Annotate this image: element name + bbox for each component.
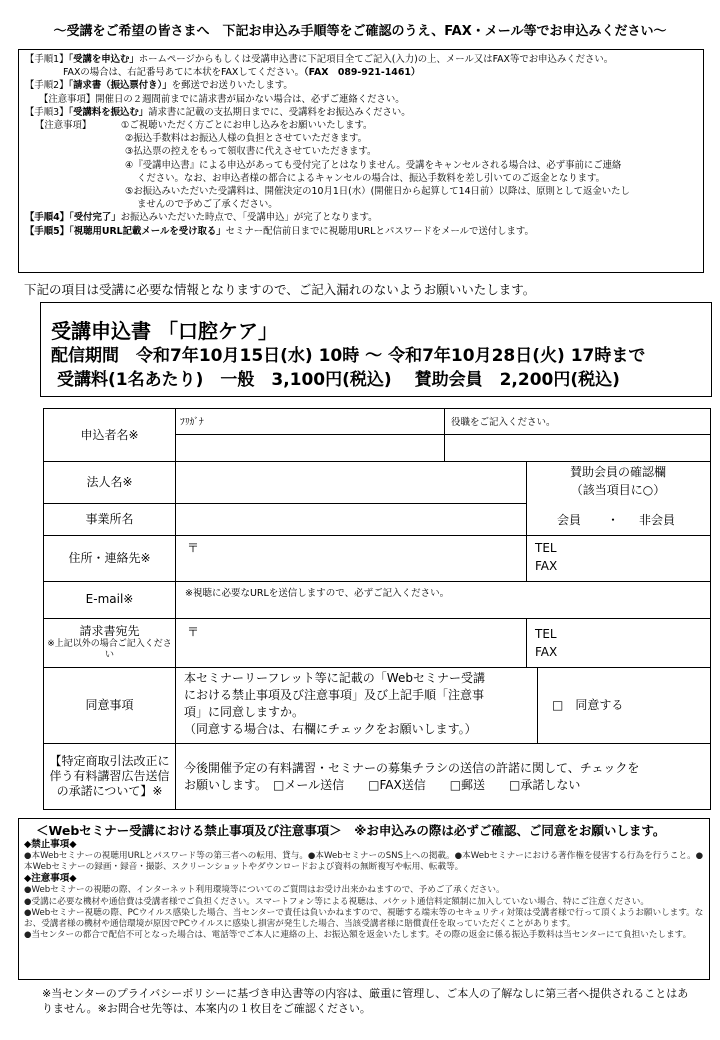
postal-mark: 〒 <box>187 541 200 555</box>
agree-text-2: における禁止事項及び注意事項」及び上記手順「注意事 <box>184 688 485 702</box>
step-3-tag: 【手順3】 <box>25 106 69 118</box>
step-3-note-2: ②振込手数料はお振込人様の負担とさせていただきます。 <box>125 133 368 145</box>
consent-text-1: 今後開催予定の有料講習・セミナーの募集チラシの送信の許諾に関して、チェックを <box>184 761 640 775</box>
step-3-text: 請求書に記載の支払期日までに、受講料をお振込みください。 <box>148 106 411 118</box>
step-1-fax-line <box>25 66 697 79</box>
step-1-tag: 【手順1】 <box>25 54 69 65</box>
agree-label: 同意事項 <box>85 697 134 712</box>
step-3-title: 「受講料を振込む」 <box>68 106 149 118</box>
consent-label-cell <box>44 743 175 809</box>
member-check-heading-2: （該当項目に○） <box>570 483 666 497</box>
invoice-postal-mark: 〒 <box>187 625 200 639</box>
position-field[interactable] <box>445 435 710 460</box>
agree-text-1: 本セミナーリーフレット等に記載の「Webセミナー受講 <box>184 671 485 685</box>
step-3-note-1-text: ①ご視聴いただく方ごとにお申し込みをお願いいたします。 <box>121 120 373 132</box>
nonmember-option[interactable]: 非会員 <box>639 513 676 527</box>
title-box <box>40 302 712 397</box>
step-2-text: を郵送でお送りいたします。 <box>171 80 293 92</box>
member-check-heading-1: 賛助会員の確認欄 <box>569 465 666 479</box>
step-2-title: 「請求書（振込票付き）」 <box>68 80 172 92</box>
delivery-period: 配信期間 令和7年10月15日(水) 10時 ～ 令和7年10月28日(火) 17時まで <box>51 346 646 366</box>
address-field[interactable] <box>204 537 524 579</box>
step-3-note-4a: ④『受講申込書』による申込があっても受付完了とはなりません。受講をキャンセルされる場合は、必ず事前にご連絡 <box>125 159 622 171</box>
corporation-label: 法人名※ <box>86 474 133 489</box>
consent-label-3: の承諾について】※ <box>56 783 163 798</box>
applicant-name-field[interactable] <box>176 435 443 460</box>
invoice-fax-label: FAX <box>535 645 558 659</box>
invoice-address-field[interactable] <box>204 620 524 665</box>
corporation-field[interactable] <box>176 462 525 502</box>
prohibited-heading: ＜Webセミナー受講における禁止事項及び注意事項＞ ※お申込みの際は必ずご確認、ご同意をお願いします。 <box>36 823 666 838</box>
note-2: ●受講に必要な機材や通信費は受講者様でご負担ください。スマートフォン等による視聴は、パケット通信料定額制に加入していない場合、特にご注意ください。 <box>24 896 649 907</box>
page-header: ～受講をご希望の皆さまへ 下記お申込み手順等をご確認のうえ、FAX・メール等でお申込みください～ <box>53 24 667 39</box>
agree-text-3: 項」に同意しますか。 <box>184 705 305 719</box>
step-4-text: お振込みいただいた時点で、「受講申込」が完了となります。 <box>120 212 378 224</box>
invoice-label-cell <box>44 618 175 667</box>
note-4: ●当センターの都合で配信不可となった場合は、電話等でご本人に連絡の上、お振込額を返金いたします。その際の返金に係る振込手数料は当センターにて負担いたします。 <box>24 930 692 941</box>
furigana-label: ﾌﾘｶﾞﾅ <box>180 417 204 428</box>
step-3-note-5a: ⑤お振込みいただいた受講料は、開催決定の10月1日(水）(開催日から起算して14日前）以降は、原則として返金いたし <box>125 186 630 198</box>
member-option[interactable]: 会員 <box>557 513 582 527</box>
consent-options[interactable]: お願いします。 □メール送信 □FAX送信 □郵送 □承諾しない <box>184 778 581 792</box>
applicant-label: 申込者名※ <box>80 427 139 442</box>
step-4-tag: 【手順4】 <box>25 212 70 224</box>
step-5 <box>25 225 697 238</box>
member-separator: ・ <box>607 513 620 527</box>
step-1 <box>25 53 697 66</box>
step-2-note: 【注意事項】開催日の２週間前までに請求書が届かない場合は、必ずご連絡ください。 <box>39 93 405 105</box>
step-5-text: セミナー配信前日までに視聴用URLとパスワードをメールで送付します。 <box>225 225 534 237</box>
prohibited-section-title: ◆禁止事項◆ <box>24 839 77 850</box>
step-4 <box>25 211 697 224</box>
notes-section-title: ◆注意事項◆ <box>24 873 77 885</box>
procedure-box <box>18 49 704 273</box>
application-form <box>43 408 711 810</box>
step-3 <box>25 106 697 119</box>
consent-label-1: 【特定商取引法改正に <box>49 753 170 768</box>
step-1-fax-text: FAXの場合は、右記番号あてに本状をFAXしてください。 <box>63 67 304 79</box>
step-5-title: 「視聴用URL記載メールを受け取る」 <box>69 225 226 237</box>
agree-checkbox[interactable]: □ 同意する <box>552 698 624 712</box>
fee-info: 受講料(1名あたり) 一般 3,100円(税込) 賛助会員 2,200円(税込) <box>57 370 620 390</box>
tel-label: TEL <box>535 541 557 555</box>
form-title: 受講申込書 「口腔ケア」 <box>51 319 278 343</box>
note-3: ●Webセミナー視聴の際、PCウイルス感染した場合、当センターで責任は負いかねますので、視聴する端末等のセキュリティ対策は受講者様で行って頂くようお願いします。なお、受講者様の機材や通信環境が原因でPCウイルスに感染し損害が発生した場合、当該受講者様に賠償責任を取っていただくことがあります。 <box>24 907 704 930</box>
position-note: 役職をご記入ください。 <box>451 417 556 428</box>
address-label: 住所・連絡先※ <box>68 550 151 565</box>
email-note: ※視聴に必要なURLを送信しますので、必ずご記入ください。 <box>185 588 450 599</box>
invoice-note: ※上記以外の場合ご記入ください <box>47 639 172 660</box>
step-5-tag: 【手順5】 <box>25 225 70 237</box>
prohibited-text: ●本Webセミナーの視聴用URLとパスワード等の第三者への転用、貸与。●本WebセミナーのSNS上への掲載。●本Webセミナーにおける著作権を侵害する行為を行うこと。●本Webセミナーの録画・録音・撮影、スクリーンショットやダウンロードおよび資料の無断複写や転用、転載等。 <box>24 851 704 873</box>
email-field[interactable] <box>176 599 710 617</box>
step-1-text: ホームページからもしくは受講申込書に下記項目全てご記入(入力)の上、メール又はFAX等でお申込みください。 <box>138 54 614 65</box>
invoice-label: 請求書宛先 <box>79 624 140 638</box>
office-label: 事業所名 <box>85 511 134 526</box>
step-3-note-1 <box>25 119 697 132</box>
step-2-tag: 【手順2】 <box>25 80 69 92</box>
step-2 <box>25 79 697 92</box>
note-1: ●Webセミナーの視聴の際、インターネット利用環境等についてのご質問はお受け出来かねますので、予めご了承ください。 <box>24 885 505 896</box>
step-4-title: 「受付完了」 <box>69 212 121 224</box>
step-3-note-label: 【注意事項】 <box>35 120 92 132</box>
fax-number: （FAX 089-921-1461） <box>303 67 421 79</box>
consent-label-2: 伴う有料講習広告送信 <box>49 768 170 783</box>
step-3-note-5b: ませんので予めご了承ください。 <box>137 199 278 211</box>
step-3-note-3: ③払込票の控えをもって領収書に代えさせていただきます。 <box>125 146 377 158</box>
email-label: E-mail※ <box>85 592 134 606</box>
intro-text: 下記の項目は受講に必要な情報となりますので、ご記入漏れのないようお願いいたします。 <box>24 282 536 297</box>
fax-label: FAX <box>535 559 558 573</box>
step-3-note-4b: ください。なお、お申込者様の都合によるキャンセルの場合は、振込手数料を差し引いてのご返金となります。 <box>137 172 606 184</box>
agree-text-4: （同意する場合は、右欄にチェックをお願いします。） <box>184 722 477 736</box>
privacy-footer: ※当センターのプライバシーポリシーに基づき申込書等の内容は、厳重に管理し、ご本人の了解なしに第三者へ提供されることはありません。※お問合せ先等は、本案内の１枚目をご確認ください。 <box>42 987 689 1015</box>
step-1-title: 「受講を申込む」 <box>68 54 139 65</box>
prohibited-box <box>18 818 710 980</box>
office-field[interactable] <box>176 504 525 534</box>
invoice-tel-label: TEL <box>535 627 557 641</box>
